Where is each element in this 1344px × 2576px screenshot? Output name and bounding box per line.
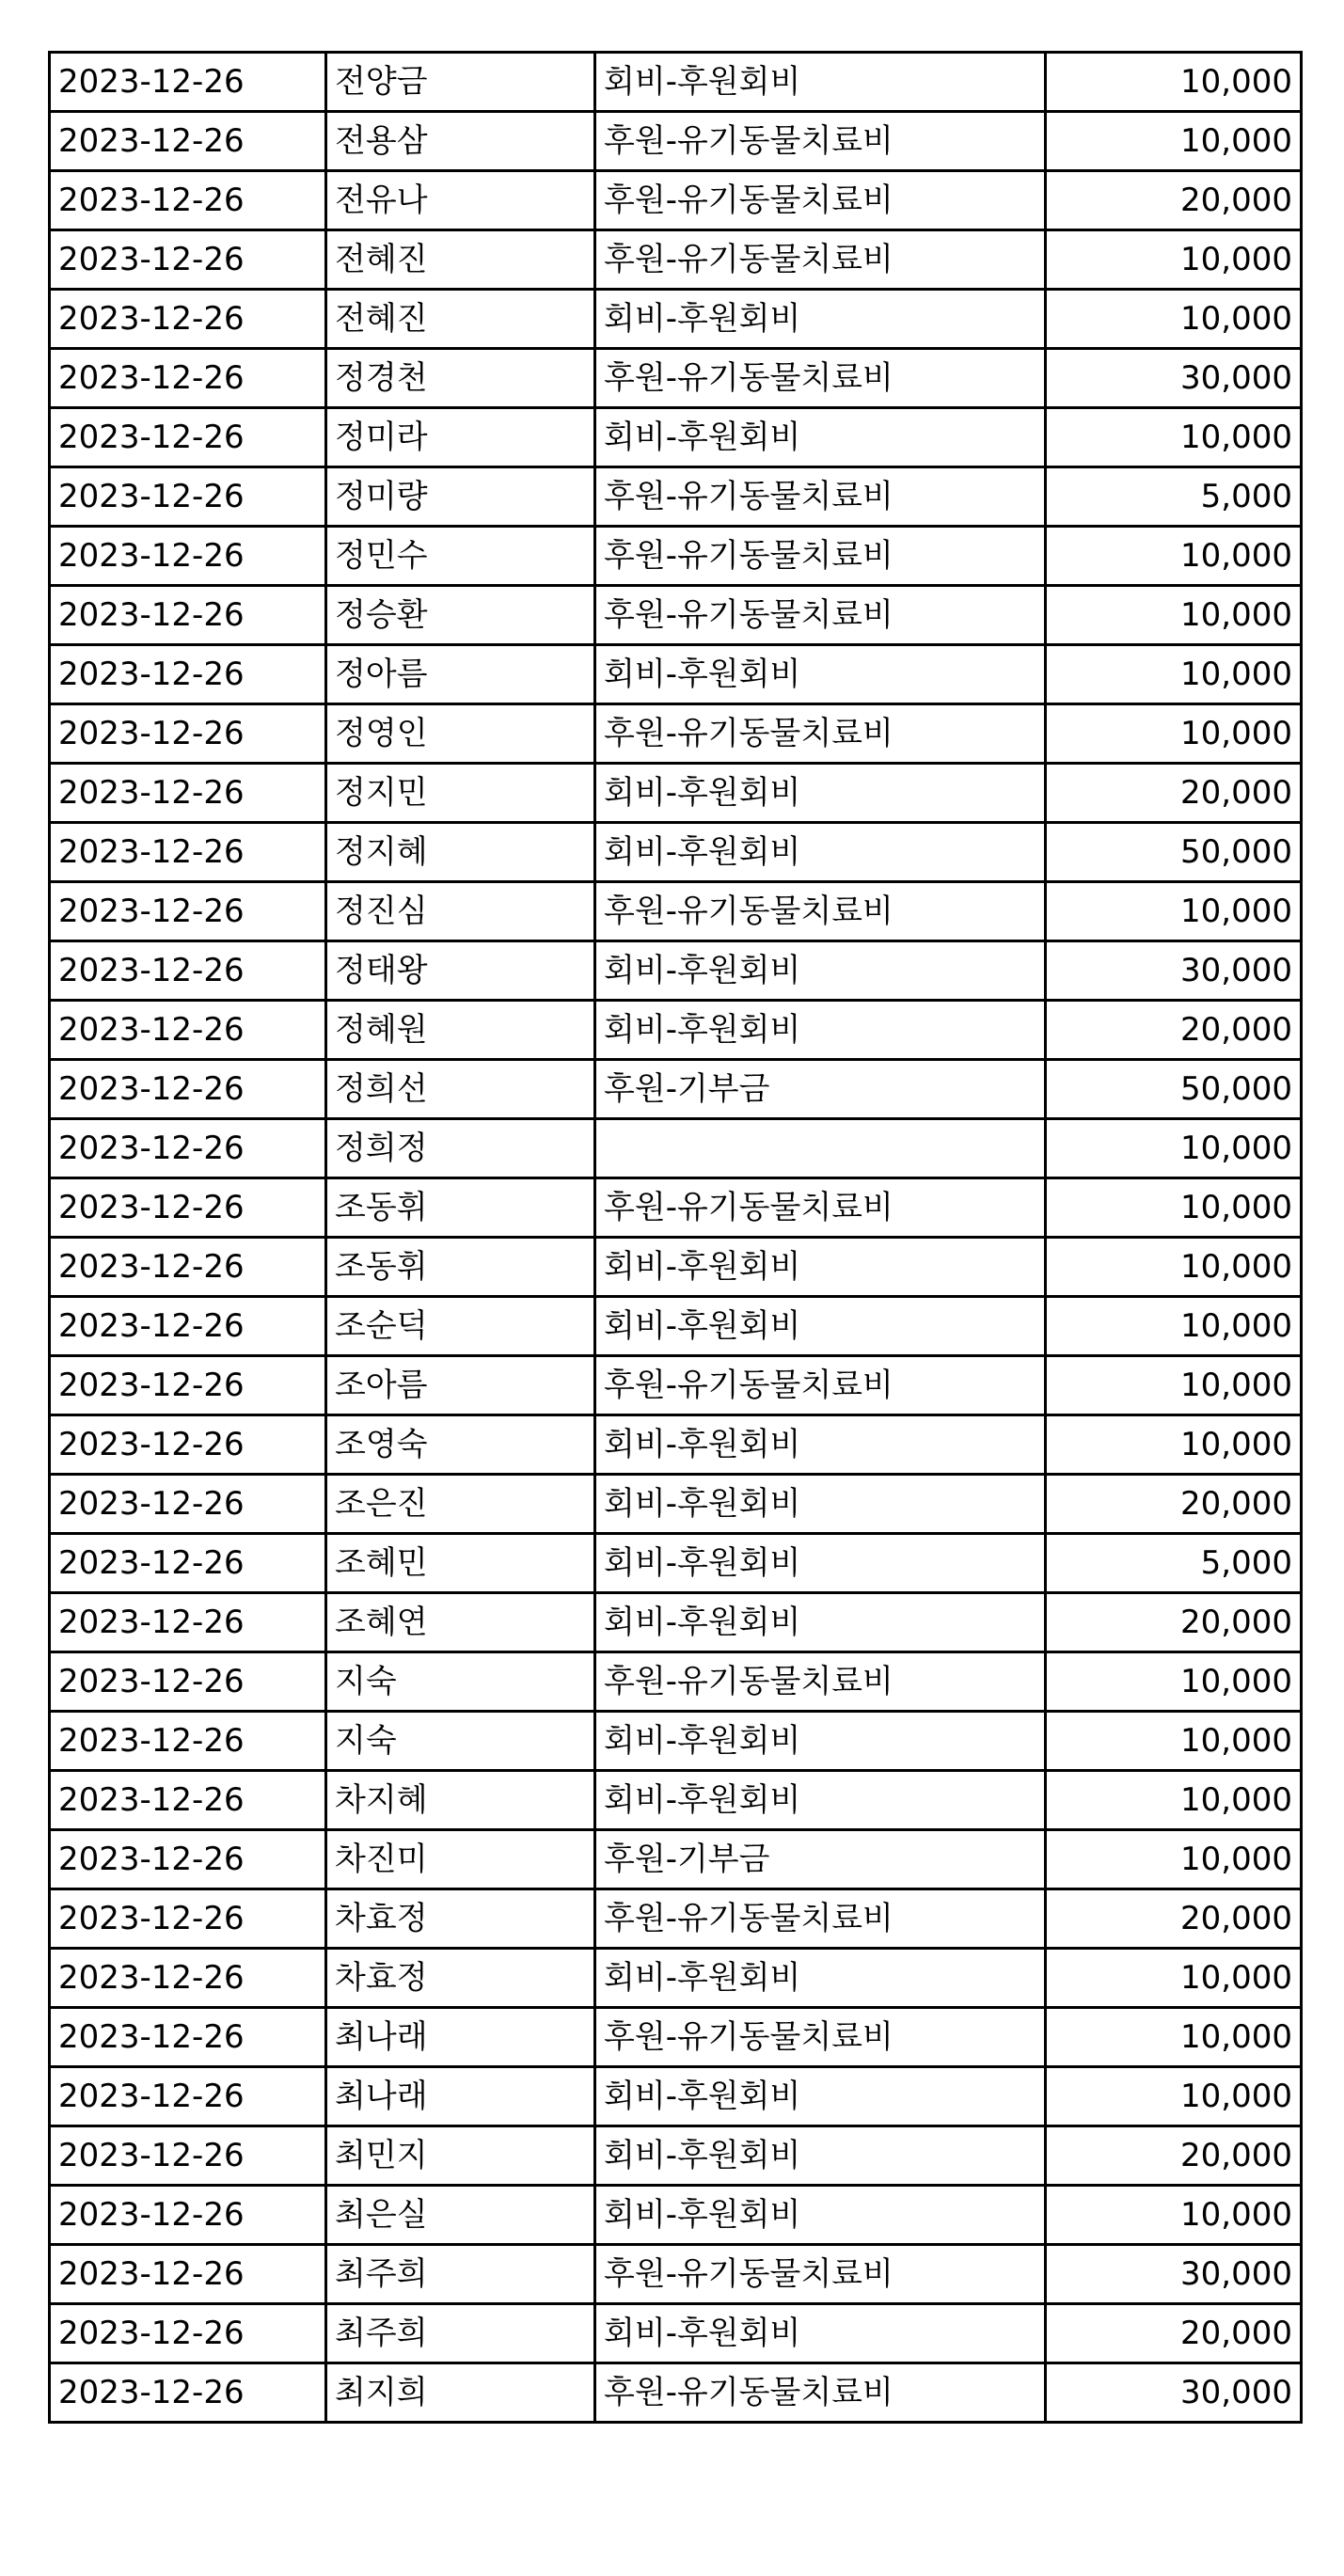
date-cell: 2023-12-26 — [50, 704, 326, 764]
table-row — [50, 53, 1302, 112]
date-cell: 2023-12-26 — [50, 941, 326, 1001]
amount-cell: 10,000 — [1046, 1178, 1302, 1238]
table-row — [50, 2304, 1302, 2363]
donor-name-cell: 차효정 — [326, 1889, 595, 1949]
date-cell: 2023-12-26 — [50, 1178, 326, 1238]
date-cell: 2023-12-26 — [50, 1712, 326, 1771]
date-cell: 2023-12-26 — [50, 1475, 326, 1534]
donor-name-cell: 최나래 — [326, 2008, 595, 2067]
amount-cell: 10,000 — [1046, 290, 1302, 349]
donor-name-cell: 조혜민 — [326, 1534, 595, 1593]
date-cell: 2023-12-26 — [50, 1060, 326, 1119]
date-cell: 2023-12-26 — [50, 408, 326, 467]
table-row — [50, 1712, 1302, 1771]
amount-cell: 20,000 — [1046, 2126, 1302, 2186]
table-row — [50, 290, 1302, 349]
amount-cell: 10,000 — [1046, 112, 1302, 171]
date-cell: 2023-12-26 — [50, 171, 326, 230]
donor-name-cell: 차효정 — [326, 1949, 595, 2008]
date-cell: 2023-12-26 — [50, 1830, 326, 1889]
table-row — [50, 1297, 1302, 1356]
donor-name-cell: 정진심 — [326, 882, 595, 941]
category-cell: 회비-후원회비 — [595, 2304, 1046, 2363]
amount-cell: 10,000 — [1046, 1119, 1302, 1178]
amount-cell: 5,000 — [1046, 1534, 1302, 1593]
donation-ledger-table — [48, 51, 1303, 2424]
donor-name-cell: 조순덕 — [326, 1297, 595, 1356]
category-cell: 후원-유기동물치료비 — [595, 2363, 1046, 2423]
date-cell: 2023-12-26 — [50, 349, 326, 408]
table-row — [50, 2008, 1302, 2067]
date-cell: 2023-12-26 — [50, 2067, 326, 2126]
date-cell: 2023-12-26 — [50, 1238, 326, 1297]
donor-name-cell: 정영인 — [326, 704, 595, 764]
date-cell: 2023-12-26 — [50, 1534, 326, 1593]
donor-name-cell: 조아름 — [326, 1356, 595, 1415]
category-cell: 후원-유기동물치료비 — [595, 2245, 1046, 2304]
table-row — [50, 349, 1302, 408]
donor-name-cell: 전용삼 — [326, 112, 595, 171]
date-cell: 2023-12-26 — [50, 2245, 326, 2304]
table-row — [50, 1593, 1302, 1652]
category-cell: 회비-후원회비 — [595, 645, 1046, 704]
category-cell — [595, 1119, 1046, 1178]
amount-cell: 10,000 — [1046, 1238, 1302, 1297]
date-cell: 2023-12-26 — [50, 1356, 326, 1415]
table-row — [50, 1475, 1302, 1534]
category-cell: 회비-후원회비 — [595, 2067, 1046, 2126]
category-cell: 회비-후원회비 — [595, 1771, 1046, 1830]
amount-cell: 10,000 — [1046, 1771, 1302, 1830]
category-cell: 후원-기부금 — [595, 1060, 1046, 1119]
donor-name-cell: 최나래 — [326, 2067, 595, 2126]
date-cell: 2023-12-26 — [50, 1652, 326, 1712]
table-row — [50, 112, 1302, 171]
date-cell: 2023-12-26 — [50, 53, 326, 112]
amount-cell: 10,000 — [1046, 1949, 1302, 2008]
category-cell: 후원-유기동물치료비 — [595, 1356, 1046, 1415]
table-row — [50, 2067, 1302, 2126]
amount-cell: 20,000 — [1046, 764, 1302, 823]
donor-name-cell: 정희정 — [326, 1119, 595, 1178]
category-cell: 후원-유기동물치료비 — [595, 586, 1046, 645]
amount-cell: 10,000 — [1046, 527, 1302, 586]
donor-name-cell: 조영숙 — [326, 1415, 595, 1475]
category-cell: 회비-후원회비 — [595, 1593, 1046, 1652]
category-cell: 후원-유기동물치료비 — [595, 1652, 1046, 1712]
date-cell: 2023-12-26 — [50, 467, 326, 527]
table-row — [50, 467, 1302, 527]
date-cell: 2023-12-26 — [50, 2186, 326, 2245]
table-row — [50, 1238, 1302, 1297]
donor-name-cell: 지숙 — [326, 1652, 595, 1712]
amount-cell: 20,000 — [1046, 1593, 1302, 1652]
table-row — [50, 941, 1302, 1001]
amount-cell: 20,000 — [1046, 2304, 1302, 2363]
table-row — [50, 1889, 1302, 1949]
table-row — [50, 2363, 1302, 2423]
table-row — [50, 586, 1302, 645]
table-row — [50, 645, 1302, 704]
category-cell: 회비-후원회비 — [595, 823, 1046, 882]
table-row — [50, 1949, 1302, 2008]
amount-cell: 10,000 — [1046, 1415, 1302, 1475]
amount-cell: 10,000 — [1046, 2186, 1302, 2245]
amount-cell: 50,000 — [1046, 1060, 1302, 1119]
amount-cell: 10,000 — [1046, 53, 1302, 112]
category-cell: 후원-유기동물치료비 — [595, 349, 1046, 408]
donor-name-cell: 최은실 — [326, 2186, 595, 2245]
category-cell: 후원-유기동물치료비 — [595, 1178, 1046, 1238]
category-cell: 회비-후원회비 — [595, 1415, 1046, 1475]
amount-cell: 10,000 — [1046, 230, 1302, 290]
amount-cell: 20,000 — [1046, 1889, 1302, 1949]
donor-name-cell: 차진미 — [326, 1830, 595, 1889]
donor-name-cell: 정아름 — [326, 645, 595, 704]
table-row — [50, 1652, 1302, 1712]
table-row — [50, 1415, 1302, 1475]
category-cell: 후원-유기동물치료비 — [595, 230, 1046, 290]
date-cell: 2023-12-26 — [50, 1593, 326, 1652]
category-cell: 회비-후원회비 — [595, 1712, 1046, 1771]
date-cell: 2023-12-26 — [50, 527, 326, 586]
category-cell: 후원-기부금 — [595, 1830, 1046, 1889]
table-row — [50, 1356, 1302, 1415]
date-cell: 2023-12-26 — [50, 290, 326, 349]
amount-cell: 30,000 — [1046, 2245, 1302, 2304]
category-cell: 회비-후원회비 — [595, 290, 1046, 349]
date-cell: 2023-12-26 — [50, 1297, 326, 1356]
category-cell: 회비-후원회비 — [595, 1475, 1046, 1534]
category-cell: 후원-유기동물치료비 — [595, 171, 1046, 230]
date-cell: 2023-12-26 — [50, 1771, 326, 1830]
donor-name-cell: 정경천 — [326, 349, 595, 408]
category-cell: 후원-유기동물치료비 — [595, 882, 1046, 941]
ledger-body — [50, 53, 1302, 2423]
date-cell: 2023-12-26 — [50, 112, 326, 171]
table-row — [50, 2186, 1302, 2245]
date-cell: 2023-12-26 — [50, 2363, 326, 2423]
table-row — [50, 1771, 1302, 1830]
donor-name-cell: 최민지 — [326, 2126, 595, 2186]
table-row — [50, 1001, 1302, 1060]
donor-name-cell: 조동휘 — [326, 1238, 595, 1297]
table-row — [50, 2126, 1302, 2186]
table-row — [50, 1534, 1302, 1593]
category-cell: 후원-유기동물치료비 — [595, 112, 1046, 171]
table-row — [50, 408, 1302, 467]
category-cell: 회비-후원회비 — [595, 2126, 1046, 2186]
table-row — [50, 704, 1302, 764]
amount-cell: 20,000 — [1046, 1001, 1302, 1060]
category-cell: 회비-후원회비 — [595, 408, 1046, 467]
category-cell: 회비-후원회비 — [595, 1297, 1046, 1356]
donor-name-cell: 정태왕 — [326, 941, 595, 1001]
amount-cell: 10,000 — [1046, 1356, 1302, 1415]
amount-cell: 10,000 — [1046, 408, 1302, 467]
amount-cell: 30,000 — [1046, 2363, 1302, 2423]
amount-cell: 30,000 — [1046, 349, 1302, 408]
date-cell: 2023-12-26 — [50, 882, 326, 941]
table-row — [50, 1060, 1302, 1119]
donor-name-cell: 정혜원 — [326, 1001, 595, 1060]
date-cell: 2023-12-26 — [50, 2008, 326, 2067]
donor-name-cell: 조동휘 — [326, 1178, 595, 1238]
date-cell: 2023-12-26 — [50, 1415, 326, 1475]
category-cell: 회비-후원회비 — [595, 53, 1046, 112]
category-cell: 후원-유기동물치료비 — [595, 467, 1046, 527]
date-cell: 2023-12-26 — [50, 230, 326, 290]
table-row — [50, 230, 1302, 290]
amount-cell: 20,000 — [1046, 171, 1302, 230]
amount-cell: 20,000 — [1046, 1475, 1302, 1534]
table-row — [50, 764, 1302, 823]
amount-cell: 30,000 — [1046, 941, 1302, 1001]
table-row — [50, 1830, 1302, 1889]
donor-name-cell: 정미량 — [326, 467, 595, 527]
amount-cell: 50,000 — [1046, 823, 1302, 882]
date-cell: 2023-12-26 — [50, 1949, 326, 2008]
date-cell: 2023-12-26 — [50, 823, 326, 882]
donor-name-cell: 정민수 — [326, 527, 595, 586]
amount-cell: 10,000 — [1046, 1652, 1302, 1712]
amount-cell: 10,000 — [1046, 586, 1302, 645]
category-cell: 후원-유기동물치료비 — [595, 2008, 1046, 2067]
amount-cell: 10,000 — [1046, 1297, 1302, 1356]
table-row — [50, 171, 1302, 230]
category-cell: 회비-후원회비 — [595, 1949, 1046, 2008]
donor-name-cell: 정지민 — [326, 764, 595, 823]
date-cell: 2023-12-26 — [50, 2126, 326, 2186]
amount-cell: 10,000 — [1046, 704, 1302, 764]
amount-cell: 10,000 — [1046, 645, 1302, 704]
donor-name-cell: 최주희 — [326, 2245, 595, 2304]
donor-name-cell: 정미라 — [326, 408, 595, 467]
category-cell: 후원-유기동물치료비 — [595, 527, 1046, 586]
category-cell: 회비-후원회비 — [595, 1534, 1046, 1593]
table-row — [50, 527, 1302, 586]
donor-name-cell: 전양금 — [326, 53, 595, 112]
date-cell: 2023-12-26 — [50, 586, 326, 645]
category-cell: 회비-후원회비 — [595, 1238, 1046, 1297]
donor-name-cell: 최주희 — [326, 2304, 595, 2363]
category-cell: 후원-유기동물치료비 — [595, 1889, 1046, 1949]
amount-cell: 10,000 — [1046, 882, 1302, 941]
donor-name-cell: 조혜연 — [326, 1593, 595, 1652]
donor-name-cell: 지숙 — [326, 1712, 595, 1771]
donor-name-cell: 정승환 — [326, 586, 595, 645]
date-cell: 2023-12-26 — [50, 764, 326, 823]
table-row — [50, 1178, 1302, 1238]
amount-cell: 5,000 — [1046, 467, 1302, 527]
donor-name-cell: 조은진 — [326, 1475, 595, 1534]
donor-name-cell: 전혜진 — [326, 230, 595, 290]
category-cell: 회비-후원회비 — [595, 764, 1046, 823]
table-row — [50, 2245, 1302, 2304]
date-cell: 2023-12-26 — [50, 645, 326, 704]
donor-name-cell: 최지희 — [326, 2363, 595, 2423]
category-cell: 회비-후원회비 — [595, 1001, 1046, 1060]
table-row — [50, 882, 1302, 941]
donor-name-cell: 차지혜 — [326, 1771, 595, 1830]
amount-cell: 10,000 — [1046, 1712, 1302, 1771]
date-cell: 2023-12-26 — [50, 2304, 326, 2363]
amount-cell: 10,000 — [1046, 2008, 1302, 2067]
category-cell: 회비-후원회비 — [595, 2186, 1046, 2245]
amount-cell: 10,000 — [1046, 1830, 1302, 1889]
donor-name-cell: 정지혜 — [326, 823, 595, 882]
category-cell: 후원-유기동물치료비 — [595, 704, 1046, 764]
amount-cell: 10,000 — [1046, 2067, 1302, 2126]
date-cell: 2023-12-26 — [50, 1889, 326, 1949]
category-cell: 회비-후원회비 — [595, 941, 1046, 1001]
date-cell: 2023-12-26 — [50, 1001, 326, 1060]
donor-name-cell: 정희선 — [326, 1060, 595, 1119]
date-cell: 2023-12-26 — [50, 1119, 326, 1178]
table-row — [50, 823, 1302, 882]
donor-name-cell: 전유나 — [326, 171, 595, 230]
table-row — [50, 1119, 1302, 1178]
donor-name-cell: 전혜진 — [326, 290, 595, 349]
